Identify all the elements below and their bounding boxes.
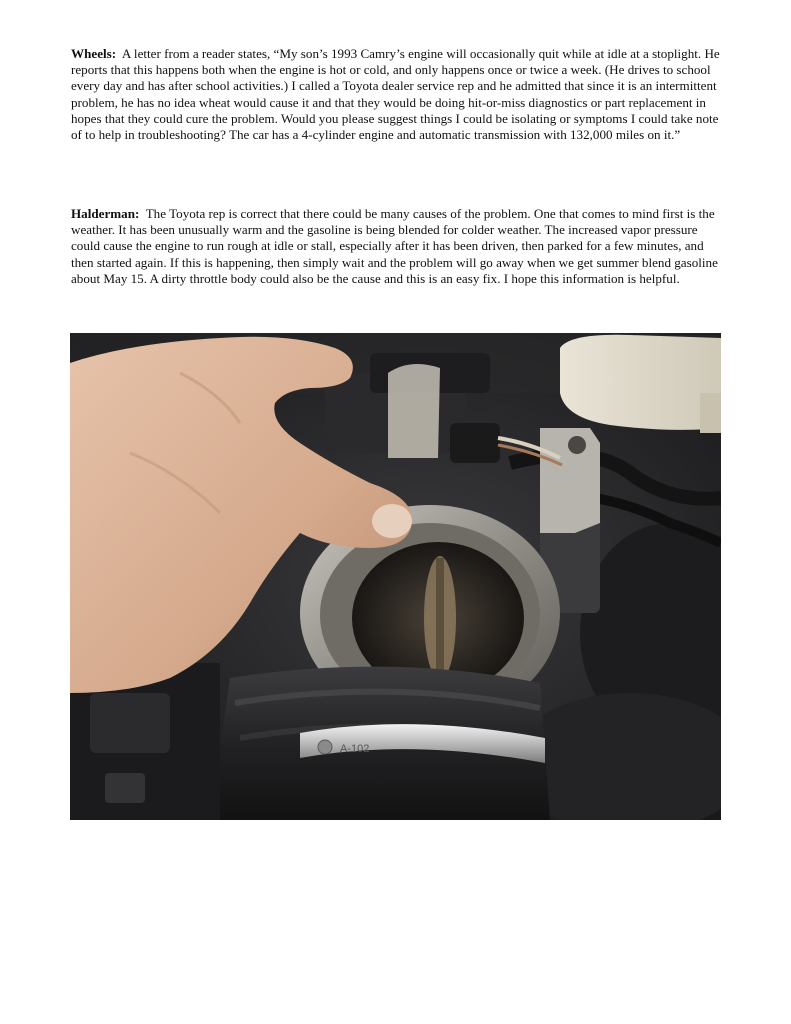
throttle-body-illustration [70, 333, 721, 820]
thumbnail [372, 504, 412, 538]
reader-letter-paragraph [71, 46, 721, 143]
letter-text: A letter from a reader states, “My son’s 1993 Camry’s engine will occasionally quit while at idle at a stoplight. He reports that this happens both when the engine is hot or cold, and only happens once or twice a week. (He drives to school every day and has after school activities.) I called a Toyota dealer service rep and he admitted that since it is an intermittent problem, he has no idea wheat would cause it and that they would be doing hit-or-miss diagnostics or part replacement in hopes that they could cure the problem. Would you please suggest things I could be isolating or symptoms I could take note of to help in troubleshooting? The car has a 4-cylinder engine and automatic transmission with 132,000 miles on it.” [71, 46, 720, 143]
answer-paragraph [71, 206, 721, 287]
answer-text: The Toyota rep is correct that there could be many causes of the problem. One that comes to mind first is the weather. It has been unusually warm and the gasoline is being blended for colder weather. The increased vapor pressure could cause the engine to run rough at idle or stall, especially after it has been driven, then parked for a few minutes, and then started again. If this is happening, then simply wait and the problem will go away when we get summer blend gasoline about May 15. A dirty throttle body could also be the cause and this is an easy fix. I hope this information is helpful. [71, 206, 718, 286]
clamp-marking: A-102 [340, 743, 370, 755]
answer-speaker-label: Halderman: [71, 206, 140, 221]
sensor-connector [450, 423, 500, 463]
throttle-body-photo [70, 333, 721, 820]
coolant-reservoir [560, 335, 721, 430]
clamp-screw [318, 740, 332, 754]
letter-speaker-label: Wheels: [71, 46, 117, 61]
